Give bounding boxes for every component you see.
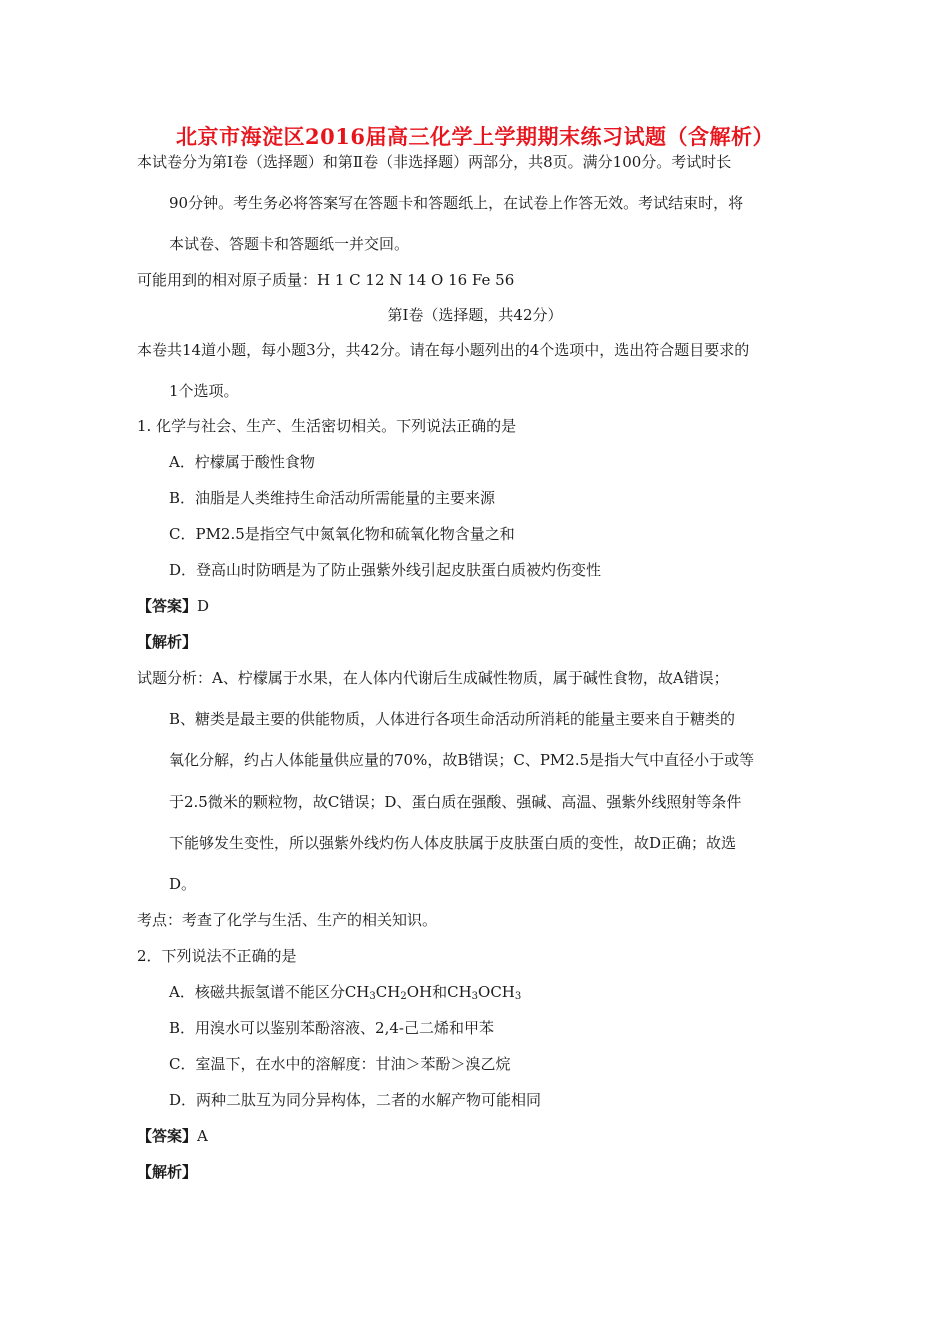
intro-line-1: 本试卷分为第Ⅰ卷（选择题）和第Ⅱ卷（非选择题）两部分，共8页。满分100分。考试时长: [137, 153, 732, 171]
question-2-analysis-label: 【解析】: [137, 1163, 198, 1181]
question-2-option-a: [169, 982, 521, 1002]
analysis-line-3: 氧化分解，约占人体能量供应量的70%，故B错误；C、PM2.5是指大气中直径小于或等: [169, 751, 755, 769]
answer-value: D: [197, 597, 210, 615]
question-1-option-c: C．PM2.5是指空气中氮氧化物和硫氧化物含量之和: [169, 525, 515, 543]
question-1-answer: [137, 596, 209, 616]
formula-subscript: 2: [400, 991, 407, 1002]
question-1-stem: 1. 化学与社会、生产、生活密切相关。下列说法正确的是: [137, 417, 517, 435]
question-1-option-b: B．油脂是人类维持生命活动所需能量的主要来源: [169, 489, 496, 507]
question-2-answer: [137, 1126, 208, 1146]
question-2-option-b: B．用溴水可以鉴别苯酚溶液、2,4-己二烯和甲苯: [169, 1019, 494, 1037]
section-heading: 第I卷（选择题，共42分）: [387, 306, 563, 324]
formula-subscript: 3: [514, 991, 522, 1002]
question-2-option-c: C．室温下，在水中的溶解度：甘油＞苯酚＞溴乙烷: [169, 1055, 511, 1073]
question-1-point: 考点：考查了化学与生活、生产的相关知识。: [137, 911, 438, 929]
analysis-line-5: 下能够发生变性，所以强紫外线灼伤人体皮肤属于皮肤蛋白质的变性，故D正确；故选: [169, 834, 737, 852]
analysis-line-1: 试题分析：A、柠檬属于水果，在人体内代谢后生成碱性物质，属于碱性食物，故A错误；: [137, 669, 729, 687]
option-a-text: A．核磁共振氢谱不能区分CH: [169, 983, 370, 1001]
answer-label: 【答案】: [137, 597, 198, 615]
document-title: 北京市海淀区2016届高三化学上学期期末练习试题（含解析）: [176, 124, 774, 149]
formula-subscript: 3: [369, 991, 376, 1002]
formula-part: OCH: [478, 983, 515, 1001]
question-2-option-d: D．两种二肽互为同分异构体，二者的水解产物可能相同: [169, 1091, 542, 1109]
section-instruction-2: 1个选项。: [169, 382, 239, 400]
atomic-masses: 可能用到的相对原子质量：H 1 C 12 N 14 O 16 Fe 56: [137, 271, 515, 289]
intro-line-3: 本试卷、答题卡和答题纸一并交回。: [169, 235, 410, 253]
question-1-option-d: D．登高山时防晒是为了防止强紫外线引起皮肤蛋白质被灼伤变性: [169, 561, 602, 579]
answer-label: 【答案】: [137, 1127, 198, 1145]
analysis-line-4: 于2.5微米的颗粒物，故C错误；D、蛋白质在强酸、强碱、高温、强紫外线照射等条件: [169, 793, 742, 811]
answer-value: A: [197, 1127, 208, 1145]
question-2-stem: 2．下列说法不正确的是: [137, 947, 297, 965]
formula-part: CH: [375, 983, 401, 1001]
analysis-line-6: D。: [169, 875, 197, 893]
formula-part: OH和CH: [406, 983, 472, 1001]
question-1-option-a: A．柠檬属于酸性食物: [169, 453, 315, 471]
formula-subscript: 3: [471, 991, 479, 1002]
analysis-line-2: B、糖类是最主要的供能物质，人体进行各项生命活动所消耗的能量主要来自于糖类的: [169, 710, 736, 728]
intro-line-2: 90分钟。考生务必将答案写在答题卡和答题纸上，在试卷上作答无效。考试结束时，将: [169, 194, 744, 212]
section-instruction-1: 本卷共14道小题，每小题3分，共42分。请在每小题列出的4个选项中，选出符合题目要求的: [137, 341, 750, 359]
question-1-analysis-label: 【解析】: [137, 633, 198, 651]
